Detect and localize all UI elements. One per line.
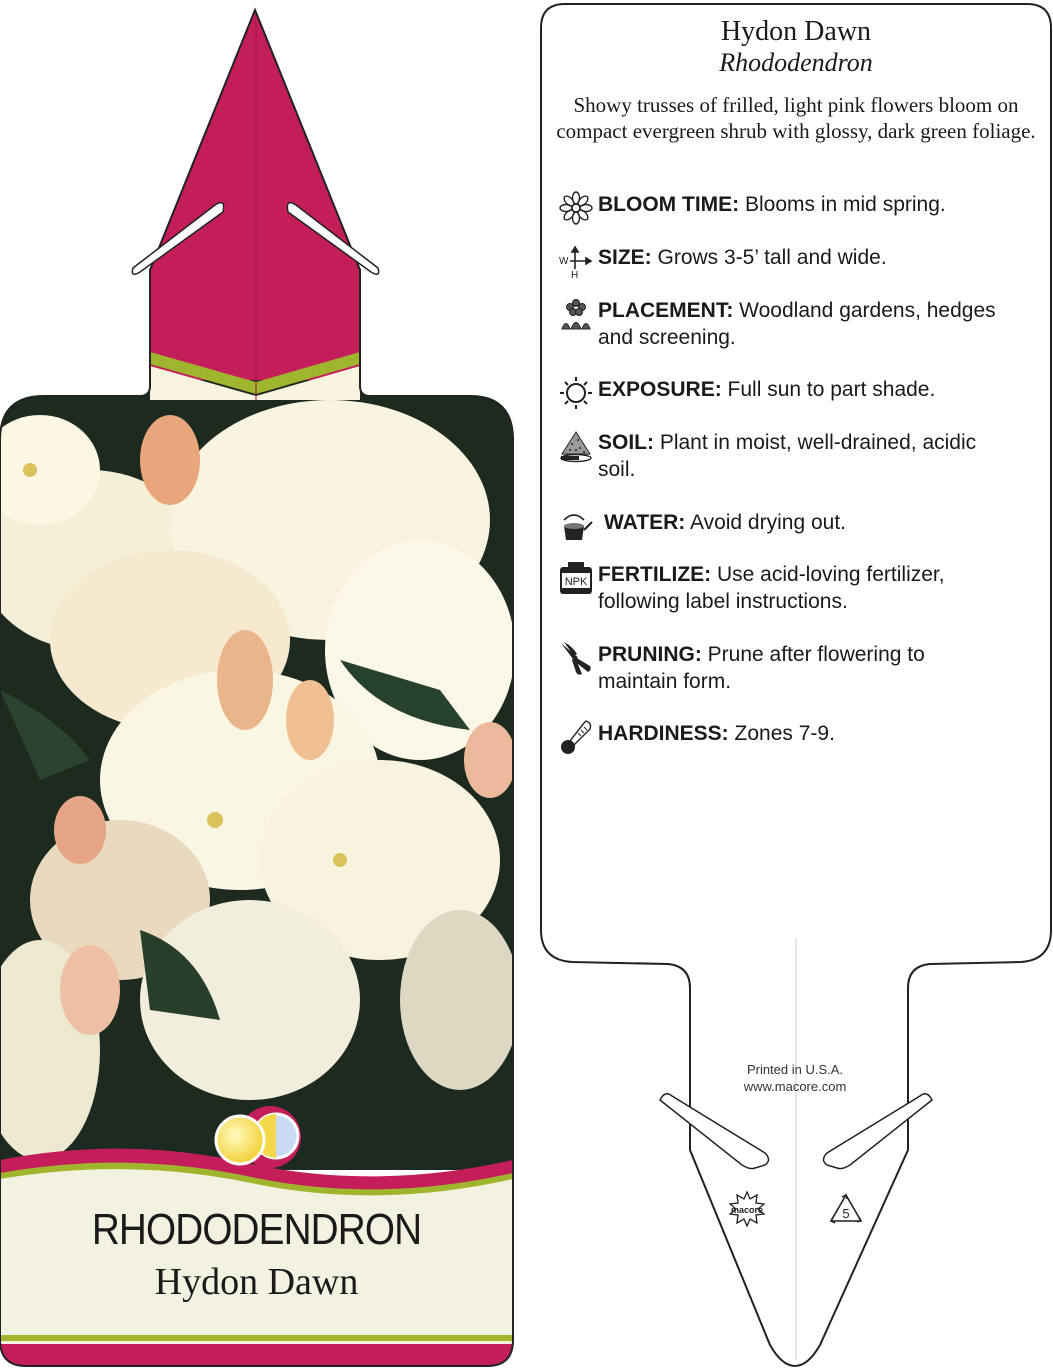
care-value-cont: and screening. [598, 326, 736, 349]
back-title: Hydon Dawn [720, 16, 872, 47]
plant-description: Showy trusses of frilled, light pink flowers bloom on compact evergreen shrub with glossy, dark green foliage. [556, 93, 1036, 143]
care-key: SOIL: [598, 431, 654, 454]
back-subtitle: Rhododendron [719, 48, 873, 77]
care-key: PRUNING: [598, 643, 702, 666]
watering-can-icon [558, 508, 594, 544]
front-genus-name: RHODODENDRON [91, 1205, 422, 1254]
care-value: Avoid drying out. [685, 511, 846, 534]
care-value: Zones 7-9. [728, 722, 835, 745]
care-key: EXPOSURE: [598, 378, 722, 401]
size-h-label: H [571, 270, 579, 279]
fertilizer-npk-label: NPK [564, 576, 588, 588]
care-value: Full sun to part shade. [721, 378, 936, 401]
care-key: FERTILIZE: [598, 563, 712, 586]
care-key: SIZE: [598, 246, 652, 269]
care-value-cont: soil. [598, 458, 636, 481]
care-value: Use acid-loving fertilizer, [711, 563, 945, 586]
front-cultivar-name: Hydon Dawn [154, 1261, 359, 1303]
website-text: www.macore.com [743, 1079, 847, 1094]
recycle-icon [828, 1192, 864, 1226]
flower-photo [0, 380, 520, 1170]
sun-exposure-icon [558, 375, 594, 411]
thermometer-icon [558, 719, 594, 755]
fertilizer-icon [558, 560, 594, 596]
soil-icon [558, 428, 594, 464]
care-value: Plant in moist, well-drained, acidic [654, 431, 977, 454]
care-key: BLOOM TIME: [598, 193, 740, 216]
care-value: Grows 3-5’ tall and wide. [651, 246, 887, 269]
care-value: Prune after flowering to [701, 643, 925, 666]
size-arrows-icon [558, 243, 594, 279]
care-value-cont: maintain form. [598, 670, 732, 693]
care-key: PLACEMENT: [598, 299, 734, 322]
flower-icon [558, 190, 594, 226]
macore-logo [728, 1190, 766, 1228]
care-key: WATER: [604, 511, 686, 534]
placement-plants-icon [558, 296, 594, 332]
recycle-code: 5 [842, 1206, 850, 1221]
care-key: HARDINESS: [598, 722, 729, 745]
size-w-label: W [559, 256, 569, 267]
printed-in-text: Printed in U.S.A. [746, 1062, 844, 1077]
care-value: Woodland gardens, hedges [733, 299, 996, 322]
pruning-shears-icon [558, 640, 594, 676]
brand-text: macore [730, 1205, 764, 1215]
care-value: Blooms in mid spring. [739, 193, 946, 216]
care-value-cont: following label instructions. [598, 590, 848, 613]
